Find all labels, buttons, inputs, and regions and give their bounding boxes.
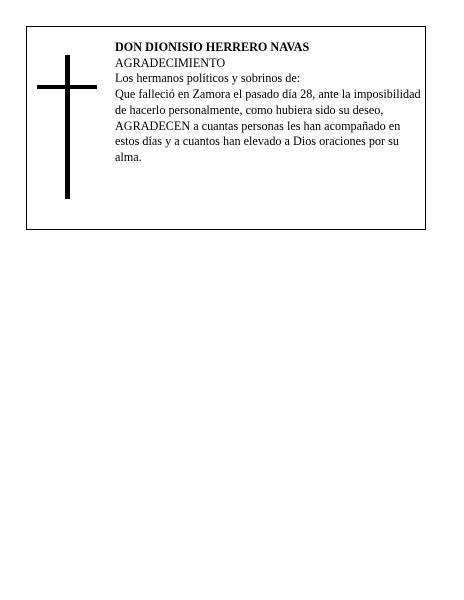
cross-horizontal-bar [37,85,97,89]
notice-intro: Los hermanos políticos y sobrinos de: [115,71,301,86]
notice-heading: AGRADECIMIENTO [115,55,226,70]
cross-icon [37,55,97,199]
deceased-name: DON DIONISIO HERRERO NAVAS [115,40,310,54]
obituary-notice [26,26,426,230]
notice-body: Que falleció en Zamora el pasado día 28, ante la imposibilidad de hacerlo personalmente, como hubiera sido su deseo, AGRADECEN a cuantas personas les han acompañado en estos días y a cuantos han elevado a Dios oraciones por su alma. [115,87,421,164]
cross-vertical-bar [65,55,70,199]
notice-text [115,40,421,166]
